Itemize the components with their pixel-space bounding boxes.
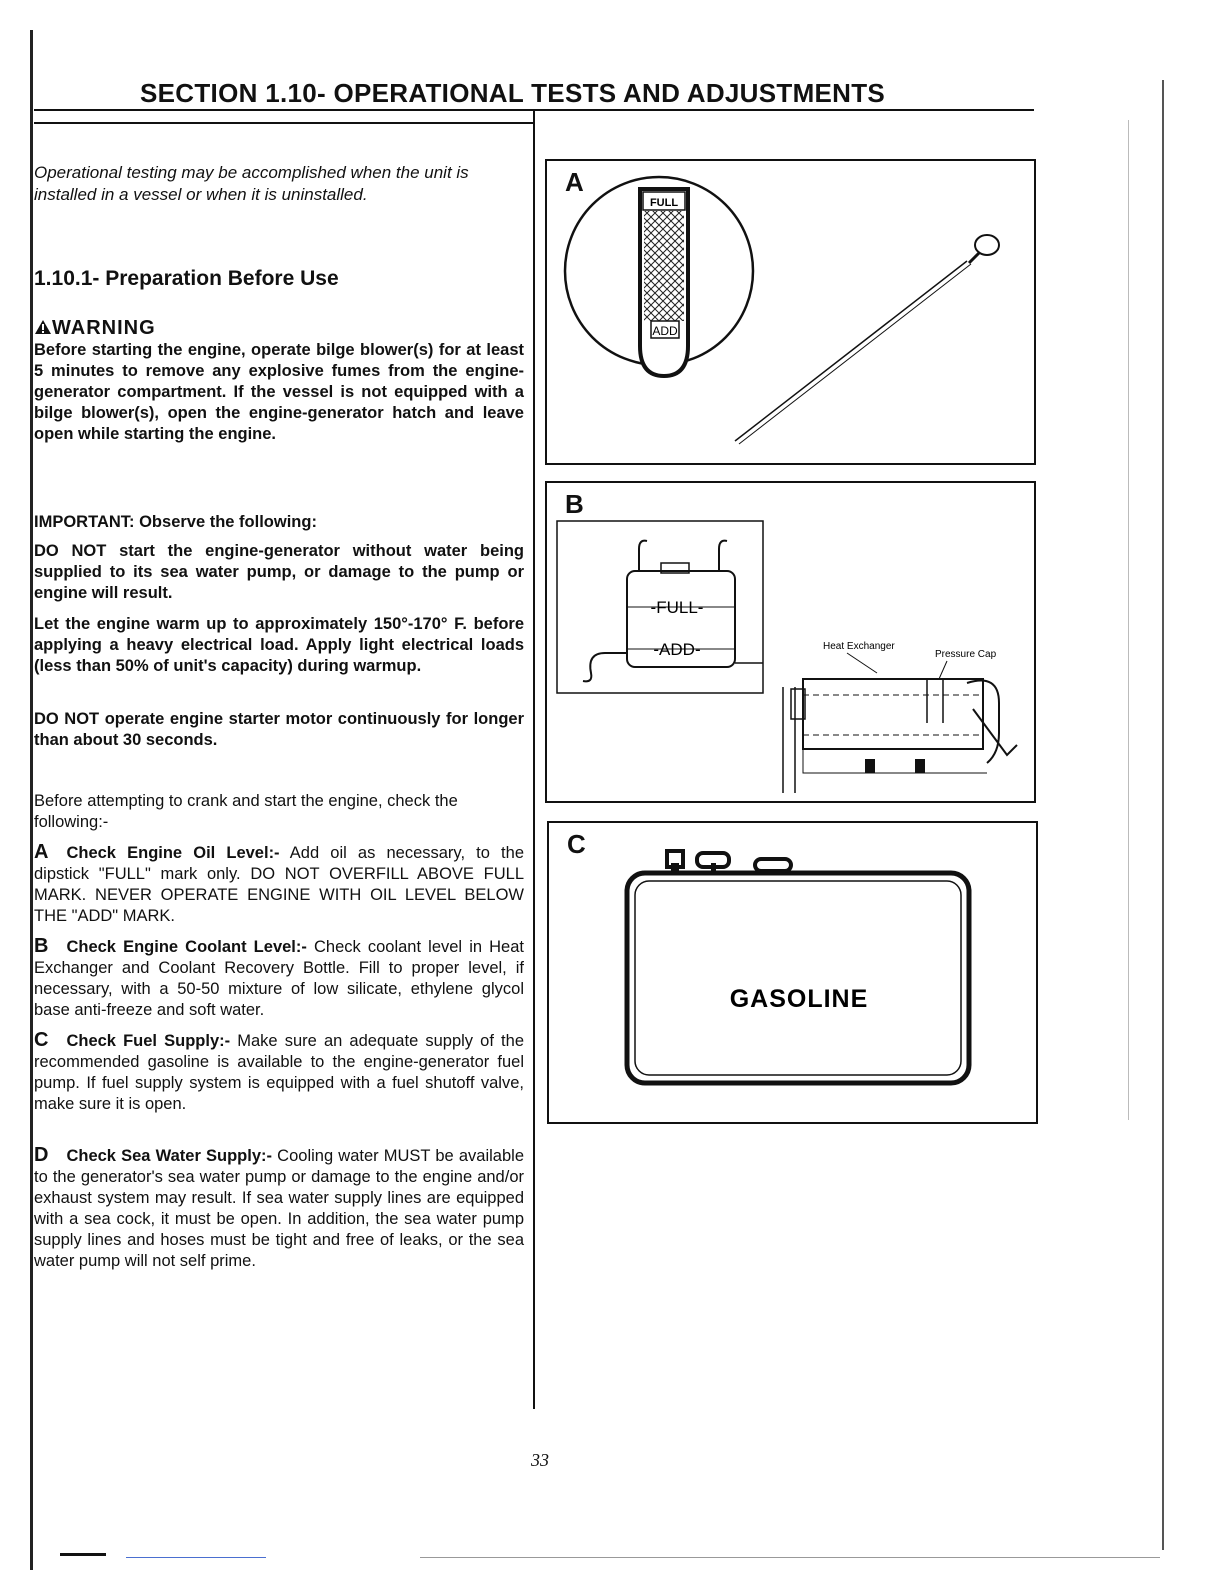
warning-body: Before starting the engine, operate bilge blower(s) for at least 5 minutes to remove any explosive fumes from the engine-generator compartment. If the vessel is not equipped with a bilge blower(s), open the engine-generator hatch and leave open while starting the engine. — [34, 341, 524, 443]
figure-c-letter: C — [567, 829, 586, 859]
figure-b-panel — [545, 481, 1036, 803]
important-heading: IMPORTANT: Observe the following: — [34, 513, 317, 531]
figure-b-letter: B — [565, 489, 584, 519]
intro-paragraph: Operational testing may be accomplished when the unit is installed in a vessel or when it is uninstalled. — [34, 163, 469, 204]
subsection-heading: 1.10.1- Preparation Before Use — [34, 267, 339, 290]
fuel-tank — [627, 873, 969, 1083]
check-label: Check Engine Coolant Level:- — [66, 938, 307, 956]
add-mark-label: ADD — [652, 324, 678, 338]
check-marker: D — [34, 1144, 49, 1166]
check-item-oil — [34, 842, 524, 927]
scan-edge-left — [30, 30, 33, 1570]
dipstick-hatch — [644, 211, 684, 321]
heat-exchanger-body — [803, 679, 983, 749]
page-number: 33 — [531, 1450, 549, 1470]
bottle-full-label: -FULL- — [650, 598, 704, 617]
footer-link-line — [126, 1557, 266, 1558]
warning-title: WARNING — [52, 317, 156, 339]
check-marker: B — [34, 935, 49, 957]
warning-triangle-icon — [34, 319, 52, 335]
checks-intro: Before attempting to crank and start the engine, check the following:- — [34, 792, 458, 831]
check-label: Check Engine Oil Level:- — [66, 844, 280, 862]
column-divider — [533, 109, 535, 1409]
section-title: SECTION 1.10- OPERATIONAL TESTS AND ADJUSTMENTS — [140, 78, 886, 108]
check-text: Add oil as necessary, to the dipstick "FULL" mark only. DO NOT OVERFILL ABOVE FULL MARK. NEVER OPERATE ENGINE WITH OIL LEVEL BELOW THE "ADD" MARK. — [34, 844, 524, 925]
dipstick-handle — [975, 235, 999, 255]
figure-c-panel — [547, 821, 1038, 1124]
warning-heading — [34, 318, 524, 339]
figure-a-letter: A — [565, 167, 584, 197]
dipstick-rod — [735, 261, 967, 441]
check-text: Check coolant level in Heat Exchanger and Coolant Recovery Bottle. Fill to proper level, if necessary, with a 50-50 mixture of low silicate, ethylene glycol base anti-freeze and soft water. — [34, 938, 524, 1019]
heat-exchanger-label: Heat Exchanger — [823, 641, 895, 652]
check-item-fuel — [34, 1030, 524, 1115]
fuel-tank-illustration — [549, 823, 1036, 1122]
check-label: Check Sea Water Supply:- — [66, 1147, 273, 1165]
important-item: DO NOT start the engine-generator without water being supplied to its sea water pump, or damage to the pump or engine will result. — [34, 542, 524, 602]
important-item: Let the engine warm up to approximately 150°-170° F. before applying a heavy electrical load. Apply light electrical loads (less than 50% of unit's capacity) during warmup. — [34, 615, 524, 675]
footer-rule — [420, 1557, 1160, 1558]
tank-fitting-3 — [755, 859, 791, 871]
check-text: Make sure an adequate supply of the recommended gasoline is available to the engine-generator fuel pump. If fuel supply system is equipped with a fuel shutoff valve, make sure it is open. — [34, 1032, 524, 1113]
gasoline-label: GASOLINE — [729, 985, 869, 1013]
check-text: Cooling water MUST be available to the generator's sea water pump or damage to the engine and/or exhaust system may result. If sea water supply lines are equipped with a sea cock, it must be open. In addition, the sea water pump supply lines and hoses must be tight and free of leaks, or the sea water pump will not self prime. — [34, 1147, 524, 1270]
figure-a-panel — [545, 159, 1036, 465]
check-item-coolant — [34, 936, 524, 1021]
check-marker: C — [34, 1029, 49, 1051]
check-item-sea-water — [34, 1145, 524, 1272]
bottle-add-label: -ADD- — [653, 640, 701, 659]
footer-dash — [60, 1553, 106, 1556]
coolant-illustration — [547, 483, 1034, 801]
header-subrule — [34, 122, 534, 124]
scan-edge-right-faint — [1128, 120, 1129, 1120]
check-marker: A — [34, 841, 49, 863]
full-mark-label: FULL — [649, 197, 679, 209]
important-item: DO NOT operate engine starter motor continuously for longer than about 30 seconds. — [34, 710, 524, 749]
scan-edge-right — [1162, 80, 1164, 1550]
check-label: Check Fuel Supply:- — [66, 1032, 231, 1050]
dipstick-illustration — [547, 161, 1034, 463]
pressure-cap-label: Pressure Cap — [935, 649, 997, 660]
